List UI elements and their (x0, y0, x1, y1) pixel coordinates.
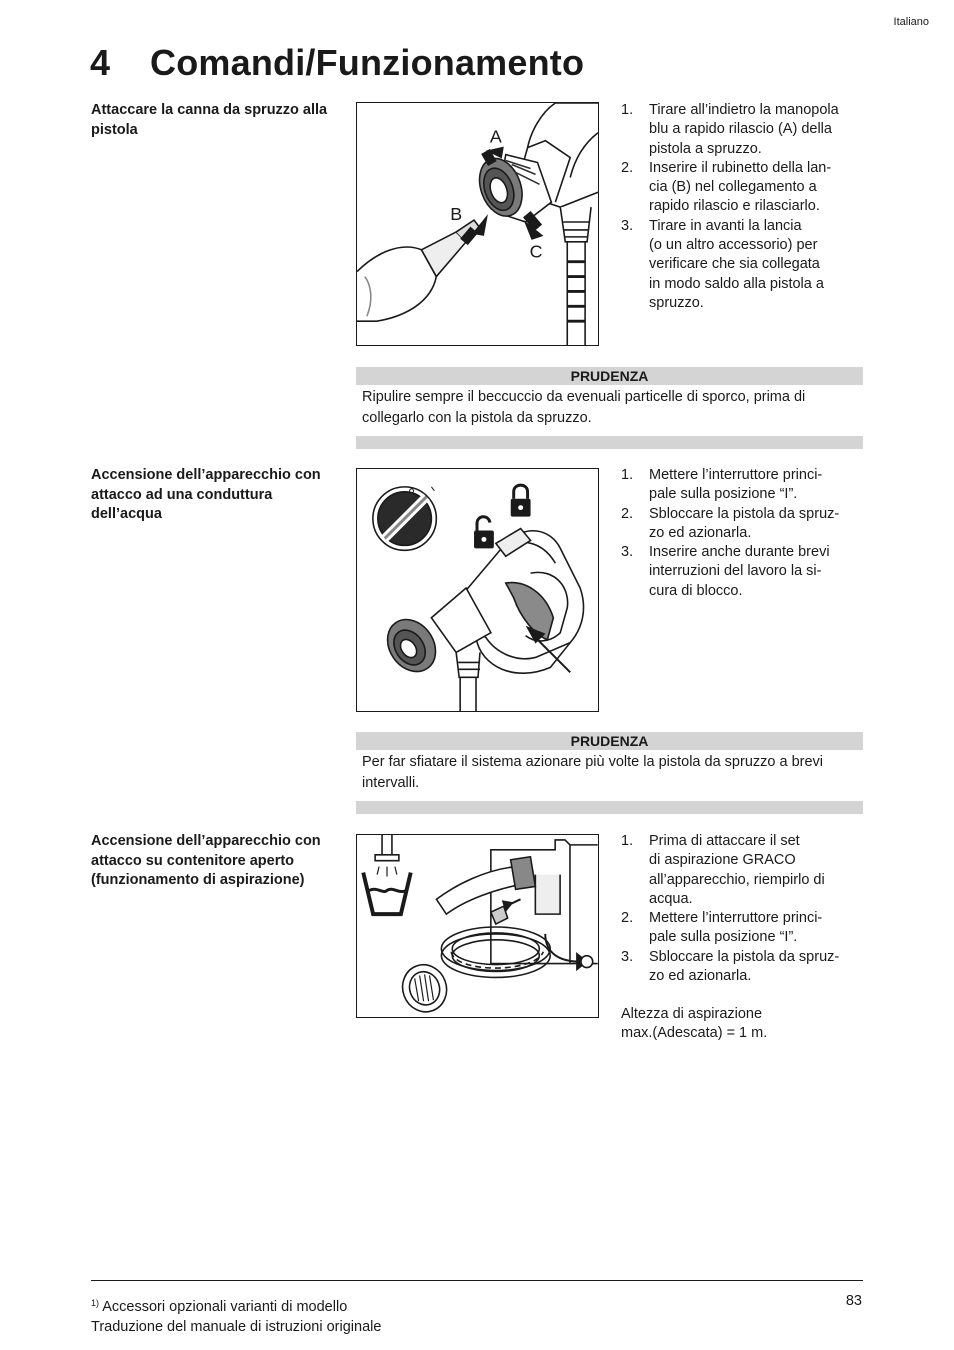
spray-gun-quick-release-illustration (357, 103, 598, 345)
step-text: Mettere l’interruttore princi- pale sulla posizione “I”. (649, 910, 823, 946)
step-number: 3. (621, 544, 634, 561)
step-number: 3. (621, 948, 634, 965)
caution-footer-bar (356, 801, 863, 814)
list-item (621, 159, 866, 217)
step-text: Inserire anche durante brevi interruzioni del lavoro la si- cura di blocco. (649, 544, 830, 599)
translation-note: Traduzione del manuale di istruzioni originale (91, 1319, 382, 1335)
chapter-title (90, 42, 584, 84)
figure-suction (356, 834, 599, 1018)
steps-water-supply (621, 466, 866, 601)
list-item (621, 217, 866, 313)
figure-label-b: B (450, 204, 463, 225)
spray-gun-lock-illustration (357, 469, 598, 711)
step-text: Tirare all’indietro la manopola blu a rapido rilascio (A) della pistola a spruzzo. (649, 102, 839, 157)
suction-set-illustration (357, 835, 598, 1017)
step-text: Tirare in avanti la lancia (o un altro accessorio) per verificare che sia collegata in modo saldo alla pistola a spruzzo. (649, 217, 824, 311)
footer-divider (91, 1280, 863, 1281)
list-item (621, 909, 866, 948)
suction-height-note: Altezza di aspirazione max.(Adescata) = 1 m. (621, 1006, 768, 1042)
steps-suction (621, 832, 866, 986)
list-item (621, 505, 866, 544)
figure-water-supply (356, 468, 599, 712)
caution-footer-bar (356, 436, 863, 449)
figure-label-a: A (489, 126, 502, 147)
step-number: 1. (621, 102, 634, 118)
section-heading-water-supply: Accensione dell’apparecchio con attacco ad una conduttura dell’acqua (91, 467, 321, 522)
footnote-mark: 1) (91, 1298, 100, 1308)
step-text: Inserire il rubinetto della lan- cia (B) nel collegamento a rapido rilascio e rilasciarlo. (649, 159, 832, 215)
list-item (621, 466, 866, 505)
step-text: Mettere l’interruttore princi- pale sulla posizione “I”. (649, 467, 823, 503)
section-heading-attach-lance: Attaccare la canna da spruzzo alla pistola (91, 102, 328, 138)
footnote (91, 1293, 381, 1317)
footer-notes (91, 1293, 381, 1337)
list-item (621, 543, 866, 601)
step-text: Sbloccare la pistola da spruz- zo ed azionarla. (649, 505, 840, 541)
step-number: 3. (621, 217, 634, 234)
footnote-text: Accessori opzionali varianti di modello (102, 1299, 348, 1315)
caution-box-1 (356, 367, 863, 449)
step-number: 1. (621, 467, 634, 483)
list-item (621, 948, 866, 987)
language-label: Italiano (893, 16, 929, 28)
chapter-number: 4 (90, 42, 111, 83)
step-number: 2. (621, 505, 634, 522)
figure-label-c: C (529, 241, 543, 262)
caution-text: Per far sfiatare il sistema azionare più volte la pistola da spruzzo a brevi intervalli. (362, 754, 823, 791)
step-text: Prima di attaccare il set di aspirazione GRACO all’apparecchio, riempirlo di acqua. (649, 833, 825, 907)
page-number: 83 (845, 1293, 862, 1309)
caution-title: PRUDENZA (356, 732, 863, 750)
section-heading-suction: Accensione dell’apparecchio con attacco su contenitore aperto (funzionamento di aspirazione) (91, 833, 321, 888)
caution-box-2 (356, 732, 863, 814)
steps-attach-lance (621, 101, 866, 313)
step-text: Sbloccare la pistola da spruz- zo ed azionarla. (649, 948, 840, 985)
step-number: 2. (621, 159, 634, 176)
caution-title: PRUDENZA (356, 367, 863, 385)
list-item (621, 832, 866, 909)
step-number: 2. (621, 910, 634, 927)
step-number: 1. (621, 833, 634, 849)
chapter-title-text: Comandi/Funzionamento (150, 42, 585, 83)
caution-text: Ripulire sempre il beccuccio da evenuali particelle di sporco, prima di collegarlo con la pistola da spruzzo. (362, 389, 806, 426)
list-item (621, 101, 866, 159)
figure-attach-lance (356, 102, 599, 346)
